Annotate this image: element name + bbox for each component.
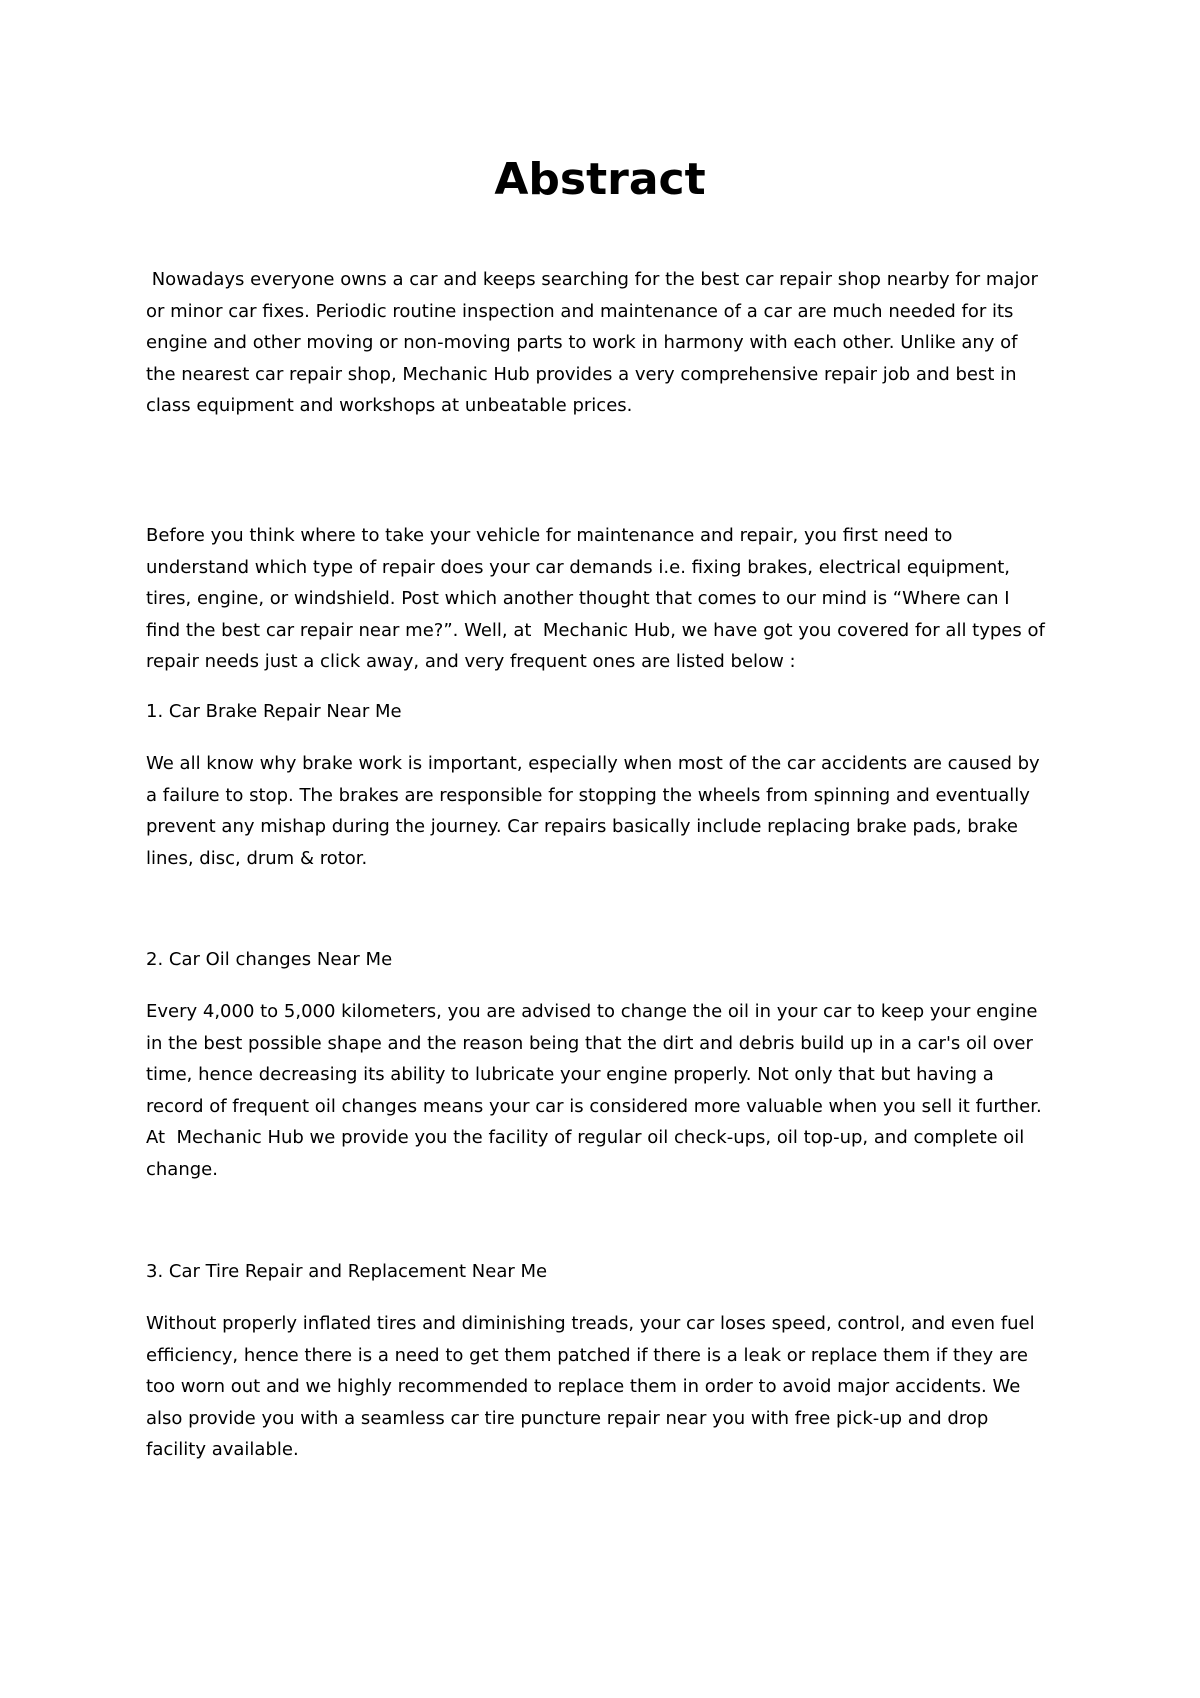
text-line: a failure to stop. The brakes are responsible for stopping the wheels from spinning and eventually (146, 784, 1030, 806)
text-line: Every 4,000 to 5,000 kilometers, you are advised to change the oil in your car to keep your engine (146, 1001, 1038, 1022)
intro-paragraph (146, 264, 1066, 422)
text-line: repair needs just a click away, and very frequent ones are listed below : (146, 651, 796, 672)
text-line: Before you think where to take your vehicle for maintenance and repair, you first need to (146, 525, 953, 546)
text-line: engine and other moving or non-moving parts to work in harmony with each other. Unlike any of (146, 332, 1018, 353)
section-paragraph-brake (146, 748, 1066, 874)
section-paragraph-tire (146, 1308, 1066, 1466)
section-heading-oil: 2. Car Oil changes Near Me (146, 949, 393, 970)
text-line: find the best car repair near me?”. Well, at Mechanic Hub, we have got you covered for all types of (146, 619, 1045, 641)
text-line: We all know why brake work is important, especially when most of the car accidents are caused by (146, 753, 1040, 774)
before-paragraph (146, 520, 1066, 678)
text-line: or minor car fixes. Periodic routine inspection and maintenance of a car are much needed for its (146, 300, 1014, 322)
text-line: in the best possible shape and the reason being that the dirt and debris build up in a car's oil over (146, 1032, 1033, 1054)
section-heading-brake: 1. Car Brake Repair Near Me (146, 701, 402, 722)
text-line: Without properly inflated tires and diminishing treads, your car loses speed, control, and even fuel (146, 1313, 1035, 1334)
text-line: understand which type of repair does your car demands i.e. fixing brakes, electrical equipment, (146, 556, 1011, 578)
text-line: change. (146, 1158, 218, 1180)
text-line: the nearest car repair shop, Mechanic Hub provides a very comprehensive repair job and best in (146, 363, 1017, 385)
text-line: also provide you with a seamless car tire puncture repair near you with free pick-up and drop (146, 1407, 989, 1429)
text-line: too worn out and we highly recommended to replace them in order to avoid major accidents. We (146, 1376, 1021, 1397)
section-paragraph-oil (146, 996, 1066, 1185)
text-line: record of frequent oil changes means your car is considered more valuable when you sell it further. (146, 1095, 1042, 1117)
text-line: time, hence decreasing its ability to lubricate your engine properly. Not only that but having a (146, 1064, 994, 1085)
text-line: lines, disc, drum & rotor. (146, 847, 368, 869)
text-line: Nowadays everyone owns a car and keeps searching for the best car repair shop nearby for major (146, 269, 1038, 290)
text-line: tires, engine, or windshield. Post which another thought that comes to our mind is “Where can I (146, 588, 1010, 609)
text-line: At Mechanic Hub we provide you the facility of regular oil check-ups, oil top-up, and complete oil (146, 1127, 1025, 1148)
section-heading-tire: 3. Car Tire Repair and Replacement Near Me (146, 1261, 548, 1282)
page-title: Abstract (494, 154, 706, 205)
text-line: efficiency, hence there is a need to get them patched if there is a leak or replace them if they are (146, 1344, 1028, 1366)
text-line: prevent any mishap during the journey. Car repairs basically include replacing brake pads, brake (146, 816, 1018, 837)
text-line: facility available. (146, 1439, 299, 1460)
text-line: class equipment and workshops at unbeatable prices. (146, 395, 633, 416)
